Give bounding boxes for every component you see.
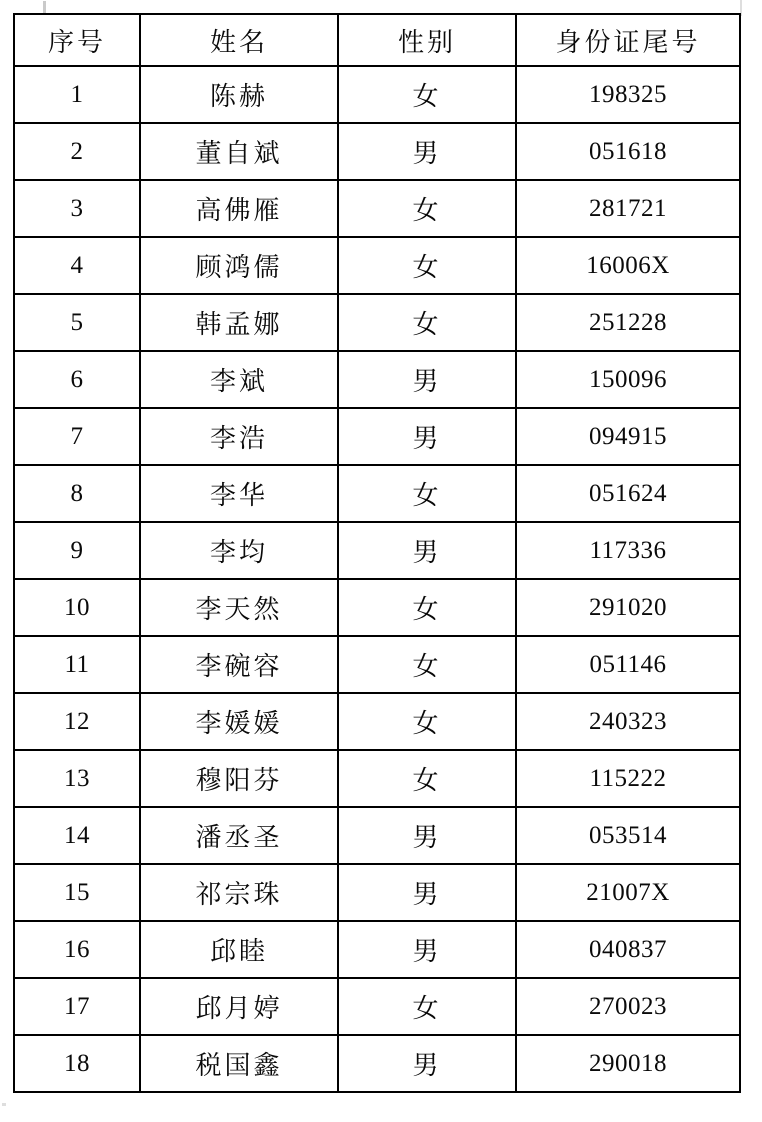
table-header: [14, 14, 740, 66]
cell-gender: 女: [338, 693, 516, 750]
cell-gender: 女: [338, 294, 516, 351]
cell-name: 邱月婷: [140, 978, 338, 1035]
cell-id-tail: 053514: [516, 807, 740, 864]
table-row: [14, 66, 740, 123]
roster-table: [13, 13, 741, 1093]
cell-name: 顾鸿儒: [140, 237, 338, 294]
cell-name: 祁宗珠: [140, 864, 338, 921]
cell-gender: 男: [338, 921, 516, 978]
cell-gender: 男: [338, 123, 516, 180]
cell-id-tail: 291020: [516, 579, 740, 636]
cell-serial-number: 17: [14, 978, 140, 1035]
table-row: [14, 465, 740, 522]
cell-name: 邱睦: [140, 921, 338, 978]
header-id-tail: 身份证尾号: [516, 14, 740, 66]
cell-gender: 女: [338, 750, 516, 807]
cell-gender: 女: [338, 66, 516, 123]
table-row: [14, 978, 740, 1035]
table-row: [14, 408, 740, 465]
table-row: [14, 921, 740, 978]
cell-serial-number: 10: [14, 579, 140, 636]
cell-serial-number: 5: [14, 294, 140, 351]
cell-id-tail: 21007X: [516, 864, 740, 921]
scan-artifact-top-left: [43, 1, 46, 13]
cell-serial-number: 14: [14, 807, 140, 864]
cell-id-tail: 198325: [516, 66, 740, 123]
table-row: [14, 864, 740, 921]
cell-serial-number: 15: [14, 864, 140, 921]
cell-gender: 男: [338, 807, 516, 864]
cell-serial-number: 3: [14, 180, 140, 237]
cell-id-tail: 240323: [516, 693, 740, 750]
cell-serial-number: 9: [14, 522, 140, 579]
table-row: [14, 693, 740, 750]
cell-gender: 男: [338, 408, 516, 465]
header-row: [14, 14, 740, 66]
cell-name: 李斌: [140, 351, 338, 408]
scan-artifact-bottom-left: [2, 1103, 6, 1106]
header-gender: 性别: [338, 14, 516, 66]
cell-name: 高佛雁: [140, 180, 338, 237]
cell-gender: 男: [338, 522, 516, 579]
cell-serial-number: 1: [14, 66, 140, 123]
cell-gender: 女: [338, 636, 516, 693]
cell-name: 董自斌: [140, 123, 338, 180]
table-row: [14, 351, 740, 408]
cell-serial-number: 11: [14, 636, 140, 693]
table-row: [14, 807, 740, 864]
table-row: [14, 522, 740, 579]
cell-id-tail: 094915: [516, 408, 740, 465]
cell-name: 穆阳芬: [140, 750, 338, 807]
cell-name: 李浩: [140, 408, 338, 465]
table-row: [14, 180, 740, 237]
cell-id-tail: 115222: [516, 750, 740, 807]
cell-name: 李均: [140, 522, 338, 579]
cell-id-tail: 290018: [516, 1035, 740, 1092]
cell-gender: 女: [338, 180, 516, 237]
table-row: [14, 1035, 740, 1092]
cell-gender: 女: [338, 978, 516, 1035]
cell-gender: 女: [338, 465, 516, 522]
cell-id-tail: 040837: [516, 921, 740, 978]
cell-gender: 女: [338, 237, 516, 294]
cell-serial-number: 18: [14, 1035, 140, 1092]
cell-name: 李媛媛: [140, 693, 338, 750]
cell-name: 税国鑫: [140, 1035, 338, 1092]
cell-name: 李碗容: [140, 636, 338, 693]
cell-serial-number: 7: [14, 408, 140, 465]
cell-id-tail: 16006X: [516, 237, 740, 294]
cell-name: 陈赫: [140, 66, 338, 123]
table-row: [14, 237, 740, 294]
cell-gender: 男: [338, 351, 516, 408]
cell-id-tail: 051146: [516, 636, 740, 693]
cell-id-tail: 051624: [516, 465, 740, 522]
cell-serial-number: 2: [14, 123, 140, 180]
cell-name: 李华: [140, 465, 338, 522]
table-row: [14, 123, 740, 180]
cell-id-tail: 051618: [516, 123, 740, 180]
table-row: [14, 294, 740, 351]
table-row: [14, 750, 740, 807]
cell-name: 韩孟娜: [140, 294, 338, 351]
cell-name: 李天然: [140, 579, 338, 636]
document-sheet: [13, 13, 741, 1093]
cell-id-tail: 281721: [516, 180, 740, 237]
cell-serial-number: 4: [14, 237, 140, 294]
header-name: 姓名: [140, 14, 338, 66]
cell-serial-number: 16: [14, 921, 140, 978]
cell-serial-number: 8: [14, 465, 140, 522]
cell-serial-number: 12: [14, 693, 140, 750]
table-row: [14, 636, 740, 693]
cell-serial-number: 13: [14, 750, 140, 807]
cell-id-tail: 117336: [516, 522, 740, 579]
table-row: [14, 579, 740, 636]
cell-id-tail: 270023: [516, 978, 740, 1035]
header-serial-number: 序号: [14, 14, 140, 66]
cell-name: 潘丞圣: [140, 807, 338, 864]
cell-gender: 男: [338, 1035, 516, 1092]
cell-gender: 女: [338, 579, 516, 636]
cell-gender: 男: [338, 864, 516, 921]
cell-serial-number: 6: [14, 351, 140, 408]
table-body: [14, 66, 740, 1092]
cell-id-tail: 150096: [516, 351, 740, 408]
cell-id-tail: 251228: [516, 294, 740, 351]
